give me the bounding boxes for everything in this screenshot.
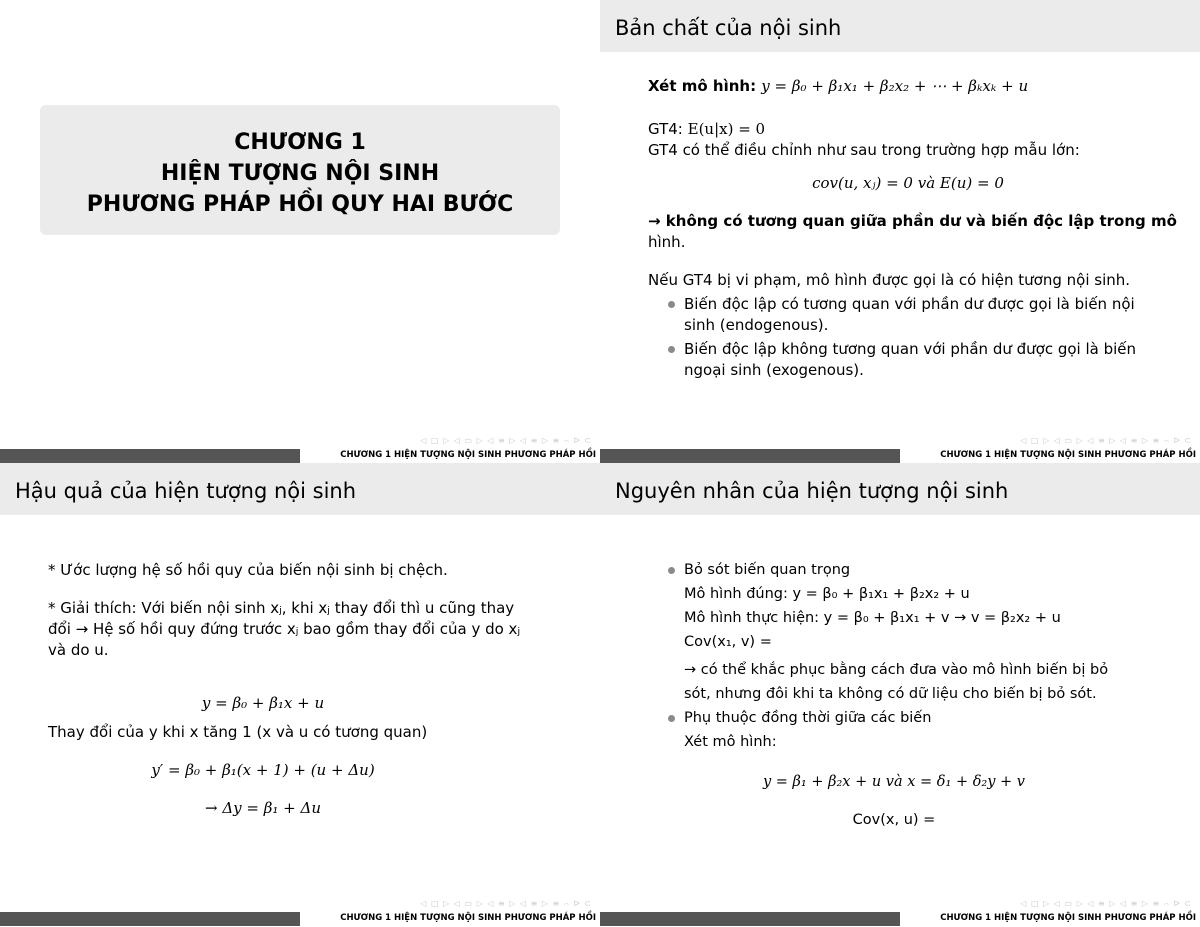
explanation-line-3: và do u. <box>48 641 109 659</box>
causes-list <box>664 558 1184 754</box>
cause-title: Bỏ sót biến quan trọng <box>684 562 851 578</box>
bullet-endogenous <box>664 294 1168 336</box>
chapter-title-line-3: PHƯƠNG PHÁP HỒI QUY HAI BƯỚC <box>86 192 514 217</box>
no-correlation-line-2: hình. <box>648 233 686 251</box>
estimated-model-line: Mô hình thực hiện: y = β₀ + β₁x₁ + v → v = β₂x₂ + u <box>684 610 1061 626</box>
model-label: Xét mô hình: <box>648 77 762 95</box>
footer-dark-bar <box>600 449 900 463</box>
slide-footer <box>0 912 600 926</box>
chapter-title-box <box>40 105 560 235</box>
slide-body <box>48 560 568 819</box>
footer-dark-bar <box>0 912 300 926</box>
cov-x-u-line: Cov(x, u) = <box>852 812 936 828</box>
gt4-label: GT4: <box>648 120 688 138</box>
bullet-line: Biến độc lập có tương quan với phần dư được gọi là biến nội <box>684 295 1135 313</box>
chapter-title-line-2: HIỆN TƯỢNG NỘI SINH <box>160 161 440 186</box>
bullet-dot-icon <box>668 567 675 574</box>
footer-dark-bar <box>600 912 900 926</box>
model-equation: y = β₀ + β₁x₁ + β₂x₂ + ⋯ + βₖxₖ + u <box>761 77 1029 95</box>
equation-y: y = β₀ + β₁x + u <box>201 694 325 712</box>
violation-text: Nếu GT4 bị vi phạm, mô hình được gọi là có hiện tương nội sinh. <box>648 271 1131 289</box>
cov-equation: cov(u, xⱼ) = 0 và E(u) = 0 <box>812 174 1004 192</box>
cause-omitted-variable <box>664 558 1184 706</box>
bullet-line: ngoại sinh (exogenous). <box>684 361 864 379</box>
slide-nature-of-endogeneity <box>600 0 1200 463</box>
slide-chapter-title <box>0 0 600 463</box>
remedy-line-2: sót, nhưng đôi khi ta không có dữ liệu cho biến bị bỏ sót. <box>684 686 1097 702</box>
bullet-dot-icon <box>668 346 675 353</box>
slide-title-bar <box>0 463 600 515</box>
footer-label: CHƯƠNG 1 HIỆN TƯỢNG NỘI SINH PHƯƠNG PHÁP HỒI <box>940 450 1196 460</box>
slide-title: Nguyên nhân của hiện tượng nội sinh <box>615 479 1009 503</box>
model-intro: Xét mô hình: <box>684 734 777 750</box>
footer-dark-bar <box>0 449 300 463</box>
bullet-exogenous <box>664 339 1168 381</box>
cause-title: Phụ thuộc đồng thời giữa các biến <box>684 710 932 726</box>
true-model-line: Mô hình đúng: y = β₀ + β₁x₁ + β₂x₂ + u <box>684 586 970 602</box>
beamer-nav-icons[interactable]: ◁ □ ▷ ◁ ▭ ▷ ◁ ≡ ▷ ◁ ≡ ▷ ≡ ⌢ ᐅ ⊂ <box>1020 436 1192 445</box>
bullet-dot-icon <box>668 715 675 722</box>
slide-footer <box>600 912 1200 926</box>
slide-consequences <box>0 463 600 926</box>
explanation-line-2: đổi → Hệ số hồi quy đứng trước xⱼ bao gồm thay đổi của y do xⱼ <box>48 620 521 638</box>
gt4-adjust-text: GT4 có thể điều chỉnh như sau trong trường hợp mẫu lớn: <box>648 141 1080 159</box>
equation-y-prime: y′ = β₀ + β₁(x + 1) + (u + Δu) <box>151 761 375 779</box>
covariance-line: Cov(x₁, v) = <box>684 634 772 650</box>
explanation-line-1: * Giải thích: Với biến nội sinh xⱼ, khi xⱼ thay đổi thì u cũng thay <box>48 599 515 617</box>
endogeneity-bullets <box>648 294 1168 381</box>
slide-title: Bản chất của nội sinh <box>615 16 842 40</box>
slide-body <box>648 76 1177 381</box>
chapter-title-line-1: CHƯƠNG 1 <box>234 130 366 155</box>
slide-footer <box>0 449 600 463</box>
equation-delta-y: → Δy = β₁ + Δu <box>204 799 322 817</box>
gt4-equation: E(u|x) = 0 <box>687 120 766 138</box>
no-correlation-line-1: → không có tương quan giữa phần dư và biến độc lập trong mô <box>648 212 1177 230</box>
change-description: Thay đổi của y khi x tăng 1 (x và u có tương quan) <box>48 723 428 741</box>
simultaneous-equations: y = β₁ + β₂x + u và x = δ₁ + δ₂y + v <box>762 774 1025 790</box>
slide-footer <box>600 449 1200 463</box>
footer-label: CHƯƠNG 1 HIỆN TƯỢNG NỘI SINH PHƯƠNG PHÁP HỒI <box>340 450 596 460</box>
beamer-nav-icons[interactable]: ◁ □ ▷ ◁ ▭ ▷ ◁ ≡ ▷ ◁ ≡ ▷ ≡ ⌢ ᐅ ⊂ <box>420 436 592 445</box>
slide-title: Hậu quả của hiện tượng nội sinh <box>15 479 357 503</box>
bullet-dot-icon <box>668 301 675 308</box>
slide-title-bar <box>600 463 1200 515</box>
bullet-line: sinh (endogenous). <box>684 316 829 334</box>
cause-simultaneity <box>664 706 1184 754</box>
beamer-nav-icons[interactable]: ◁ □ ▷ ◁ ▭ ▷ ◁ ≡ ▷ ◁ ≡ ▷ ≡ ⌢ ᐅ ⊂ <box>420 899 592 908</box>
beamer-nav-icons[interactable]: ◁ □ ▷ ◁ ▭ ▷ ◁ ≡ ▷ ◁ ≡ ▷ ≡ ⌢ ᐅ ⊂ <box>1020 899 1192 908</box>
biased-estimate-text: * Ước lượng hệ số hồi quy của biến nội sinh bị chệch. <box>48 561 448 579</box>
remedy-line-1: → có thể khắc phục bằng cách đưa vào mô hình biến bị bỏ <box>684 662 1109 678</box>
slide-causes <box>600 463 1200 926</box>
bullet-line: Biến độc lập không tương quan với phần dư được gọi là biến <box>684 340 1137 358</box>
slide-body <box>664 558 1184 832</box>
footer-label: CHƯƠNG 1 HIỆN TƯỢNG NỘI SINH PHƯƠNG PHÁP HỒI <box>340 913 596 923</box>
slide-title-bar <box>600 0 1200 52</box>
footer-label: CHƯƠNG 1 HIỆN TƯỢNG NỘI SINH PHƯƠNG PHÁP HỒI <box>940 913 1196 923</box>
